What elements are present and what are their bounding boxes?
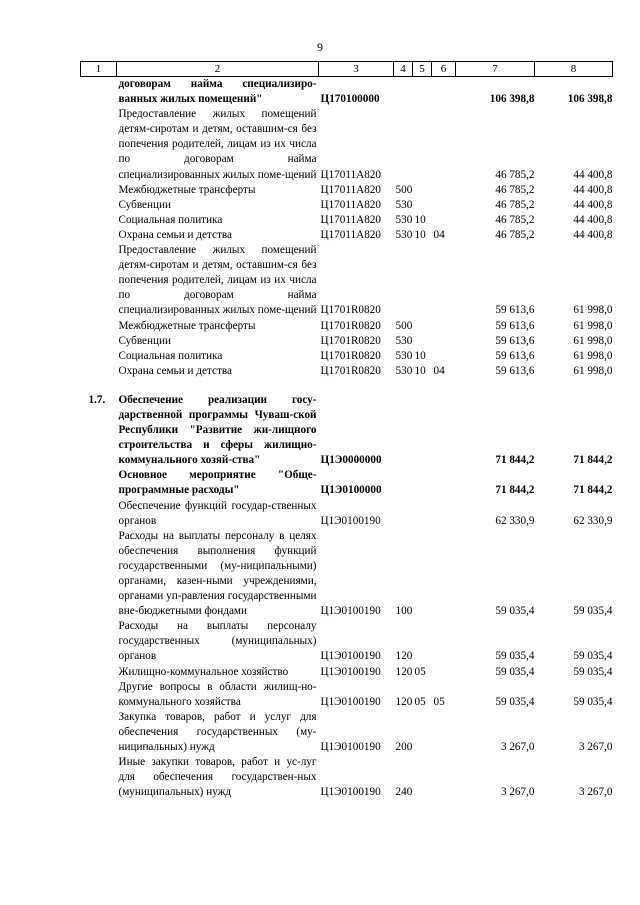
row-number — [81, 468, 117, 498]
target-code: Ц1Э0100190 — [320, 741, 381, 754]
section — [413, 710, 432, 755]
expense-type: 200 — [395, 741, 413, 754]
row-name: Охрана семьи и детства — [118, 364, 232, 377]
table-row — [81, 619, 613, 664]
amount-year-1: 59 035,4 — [495, 605, 535, 618]
amount-year-2: 3 267,0 — [578, 786, 613, 799]
expense-type: 120 — [395, 695, 413, 708]
amount-year-1: 46 785,2 — [495, 228, 535, 241]
page-number: 9 — [317, 40, 323, 54]
table-row — [81, 243, 613, 318]
table-row — [81, 529, 613, 620]
target-code: Ц1Э0100190 — [320, 650, 381, 663]
table-row — [81, 499, 613, 529]
subsection — [432, 107, 456, 182]
budget-table — [80, 61, 613, 800]
row-name: Обеспечение реализации госу-дарственной программы Чуваш-ской Республики "Развитие жи-лищного строительства и сферы жилищно-коммунального хозяй-ства" — [118, 393, 317, 467]
section — [413, 499, 432, 529]
table-row — [81, 228, 613, 243]
subsection — [432, 183, 456, 198]
expense-type: 530 — [395, 198, 413, 211]
header-cell-3: 3 — [319, 62, 394, 77]
row-number — [81, 680, 117, 710]
section: 05 — [414, 695, 426, 708]
amount-year-1: 59 613,6 — [495, 334, 535, 347]
row-name: Основное мероприятие "Обще-программные расходы" — [118, 469, 317, 497]
row-number — [81, 77, 117, 108]
row-number — [81, 364, 117, 379]
target-code: Ц17011А820 — [320, 198, 381, 211]
amount-year-2: 71 844,2 — [573, 484, 613, 497]
expense-type — [394, 499, 413, 529]
amount-year-1: 3 267,0 — [500, 741, 535, 754]
target-code: Ц1701R0820 — [320, 364, 381, 377]
target-code: Ц17011А820 — [320, 168, 381, 181]
section: 10 — [414, 364, 426, 377]
section: 10 — [414, 228, 426, 241]
row-number — [81, 710, 117, 755]
amount-year-1: 71 844,2 — [495, 484, 535, 497]
amount-year-2: 59 035,4 — [573, 695, 613, 708]
row-number: 1.7. — [88, 393, 106, 406]
table-row — [81, 198, 613, 213]
header-cell-1: 1 — [81, 62, 117, 77]
row-number — [81, 334, 117, 349]
target-code: Ц17011А820 — [320, 228, 381, 241]
amount-year-1: 59 613,6 — [495, 364, 535, 377]
target-code: Ц1701R0820 — [320, 334, 381, 347]
header-cell-7: 7 — [456, 62, 535, 77]
table-row — [81, 334, 613, 349]
target-code: Ц1701R0820 — [320, 349, 381, 362]
amount-year-2: 71 844,2 — [573, 454, 613, 467]
expense-type: 240 — [395, 786, 413, 799]
amount-year-1: 59 613,6 — [495, 304, 535, 317]
row-name: Межбюджетные трансферты — [118, 319, 256, 332]
row-number — [81, 198, 117, 213]
expense-type: 530 — [395, 349, 413, 362]
amount-year-2: 44 400,8 — [573, 228, 613, 241]
expense-type — [394, 468, 413, 498]
section — [413, 183, 432, 198]
table-header — [81, 62, 613, 77]
amount-year-2: 62 330,9 — [573, 514, 613, 527]
row-name: Иные закупки товаров, работ и ус-луг для обеспечения государствен-ных (муниципальных) нужд — [118, 756, 317, 799]
target-code: Ц17011А820 — [320, 213, 381, 226]
subsection — [432, 198, 456, 213]
row-number — [81, 619, 117, 664]
subsection — [432, 393, 456, 468]
target-code: Ц1701R0820 — [320, 319, 381, 332]
header-cell-2: 2 — [117, 62, 319, 77]
row-number — [81, 349, 117, 364]
table-row — [81, 393, 613, 468]
row-name: Другие вопросы в области жилищ-но-коммунального хозяйства — [118, 680, 317, 708]
row-number — [81, 755, 117, 800]
table-row — [81, 213, 613, 228]
section — [413, 334, 432, 349]
subsection — [432, 319, 456, 334]
expense-type — [394, 393, 413, 468]
amount-year-1: 3 267,0 — [500, 786, 535, 799]
section — [413, 243, 432, 318]
target-code: Ц170100000 — [320, 93, 380, 106]
target-code: Ц1Э0100190 — [320, 665, 381, 678]
target-code: Ц1701R0820 — [320, 304, 381, 317]
row-number — [81, 319, 117, 334]
amount-year-1: 71 844,2 — [495, 454, 535, 467]
amount-year-1: 59 035,4 — [495, 665, 535, 678]
row-name: Межбюджетные трансферты — [118, 183, 256, 196]
amount-year-1: 59 613,6 — [495, 319, 535, 332]
target-code: Ц1Э0000000 — [320, 454, 382, 467]
row-name: Социальная политика — [118, 349, 223, 362]
subsection — [432, 349, 456, 364]
amount-year-2: 44 400,8 — [573, 168, 613, 181]
table-row — [81, 349, 613, 364]
amount-year-2: 61 998,0 — [573, 304, 613, 317]
amount-year-1: 46 785,2 — [495, 183, 535, 196]
section: 10 — [414, 349, 426, 362]
section — [413, 393, 432, 468]
expense-type — [394, 243, 413, 318]
amount-year-1: 106 398,8 — [489, 93, 535, 106]
target-code: Ц1Э0100190 — [320, 786, 381, 799]
subsection — [432, 334, 456, 349]
target-code: Ц1Э0100190 — [320, 514, 381, 527]
row-name: Предоставление жилых помещений детям-сиротам и детям, оставшим-ся без попечения родителей, лицам из их числа по договорам найма специализированных жилых поме-щений — [118, 108, 317, 181]
spacer-cell — [81, 379, 613, 393]
section — [413, 529, 432, 620]
table-row — [81, 468, 613, 498]
amount-year-1: 59 035,4 — [495, 695, 535, 708]
expense-type: 530 — [395, 213, 413, 226]
subsection — [432, 468, 456, 498]
amount-year-2: 59 035,4 — [573, 650, 613, 663]
header-row — [81, 62, 613, 77]
amount-year-1: 59 035,4 — [495, 650, 535, 663]
amount-year-2: 44 400,8 — [573, 183, 613, 196]
section — [413, 319, 432, 334]
subsection — [432, 619, 456, 664]
amount-year-2: 44 400,8 — [573, 198, 613, 211]
expense-type: 530 — [395, 228, 413, 241]
expense-type: 500 — [395, 183, 413, 196]
header-cell-8: 8 — [535, 62, 613, 77]
header-cell-4: 4 — [394, 62, 413, 77]
row-number — [81, 529, 117, 620]
amount-year-2: 61 998,0 — [573, 349, 613, 362]
section — [413, 619, 432, 664]
header-cell-5: 5 — [413, 62, 432, 77]
subsection — [432, 77, 456, 108]
row-name: Субвенции — [118, 198, 171, 211]
table-row — [81, 755, 613, 800]
table-row — [81, 710, 613, 755]
subsection: 04 — [433, 228, 445, 241]
amount-year-1: 59 613,6 — [495, 349, 535, 362]
expense-type: 530 — [395, 364, 413, 377]
target-code: Ц1Э0100190 — [320, 605, 381, 618]
row-name: Социальная политика — [118, 213, 223, 226]
row-name: Обеспечение функций государ-ственных органов — [118, 499, 317, 527]
header-cell-6: 6 — [432, 62, 456, 77]
row-name: Жилищно-коммунальное хозяйство — [118, 665, 289, 678]
amount-year-1: 46 785,2 — [495, 213, 535, 226]
subsection: 05 — [433, 695, 445, 708]
table-row — [81, 319, 613, 334]
target-code: Ц1Э0100000 — [320, 484, 382, 497]
subsection: 04 — [433, 364, 445, 377]
row-name: Субвенции — [118, 334, 171, 347]
expense-type: 120 — [395, 665, 413, 678]
section — [413, 755, 432, 800]
expense-type: 120 — [395, 650, 413, 663]
row-number — [81, 107, 117, 182]
amount-year-2: 59 035,4 — [573, 605, 613, 618]
table-row — [81, 77, 613, 108]
amount-year-2: 3 267,0 — [578, 741, 613, 754]
table-row — [81, 680, 613, 710]
amount-year-1: 46 785,2 — [495, 168, 535, 181]
table-row — [81, 665, 613, 680]
row-name: Расходы на выплаты персоналу государственных (муниципальных) органов — [118, 620, 317, 663]
amount-year-2: 61 998,0 — [573, 319, 613, 332]
row-name: Закупка товаров, работ и услуг для обеспечения государственных (му-ниципальных) нужд — [118, 710, 317, 754]
subsection — [432, 710, 456, 755]
expense-type: 500 — [395, 319, 413, 332]
row-number — [81, 228, 117, 243]
row-name: Предоставление жилых помещений детям-сиротам и детям, оставшим-ся без попечения родителей, лицам из их числа по договорам найма специализированных жилых поме-щений — [118, 244, 317, 317]
section: 10 — [414, 213, 426, 226]
table-row — [81, 364, 613, 379]
spacer-row — [81, 379, 613, 393]
subsection — [432, 665, 456, 680]
amount-year-1: 46 785,2 — [495, 198, 535, 211]
subsection — [432, 529, 456, 620]
section — [413, 107, 432, 182]
row-number — [81, 665, 117, 680]
subsection — [432, 213, 456, 228]
section: 05 — [414, 665, 426, 678]
row-name: договорам найма специализиро-ванных жилых помещений" — [118, 78, 317, 106]
subsection — [432, 755, 456, 800]
amount-year-2: 44 400,8 — [573, 213, 613, 226]
expense-type: 100 — [395, 605, 413, 618]
amount-year-1: 62 330,9 — [495, 514, 535, 527]
target-code: Ц1Э0100190 — [320, 695, 381, 708]
row-number — [81, 213, 117, 228]
target-code: Ц17011А820 — [320, 183, 381, 196]
expense-type — [394, 77, 413, 108]
row-name: Охрана семьи и детства — [118, 228, 232, 241]
amount-year-2: 61 998,0 — [573, 364, 613, 377]
amount-year-2: 106 398,8 — [567, 93, 613, 106]
row-number — [81, 499, 117, 529]
amount-year-2: 61 998,0 — [573, 334, 613, 347]
row-name: Расходы на выплаты персоналу в целях обеспечения выполнения функций государственными (му-ниципальными) органами, казен-ными учреждениями, органами уп-равления государственными вне-бюджетными фондами — [118, 529, 317, 618]
expense-type — [394, 107, 413, 182]
table-row — [81, 107, 613, 182]
row-number — [81, 183, 117, 198]
table-row — [81, 183, 613, 198]
subsection — [432, 243, 456, 318]
subsection — [432, 499, 456, 529]
table-body — [81, 77, 613, 801]
expense-type: 530 — [395, 334, 413, 347]
section — [413, 468, 432, 498]
section — [413, 198, 432, 213]
row-number — [81, 243, 117, 318]
amount-year-2: 59 035,4 — [573, 665, 613, 678]
section — [413, 77, 432, 108]
